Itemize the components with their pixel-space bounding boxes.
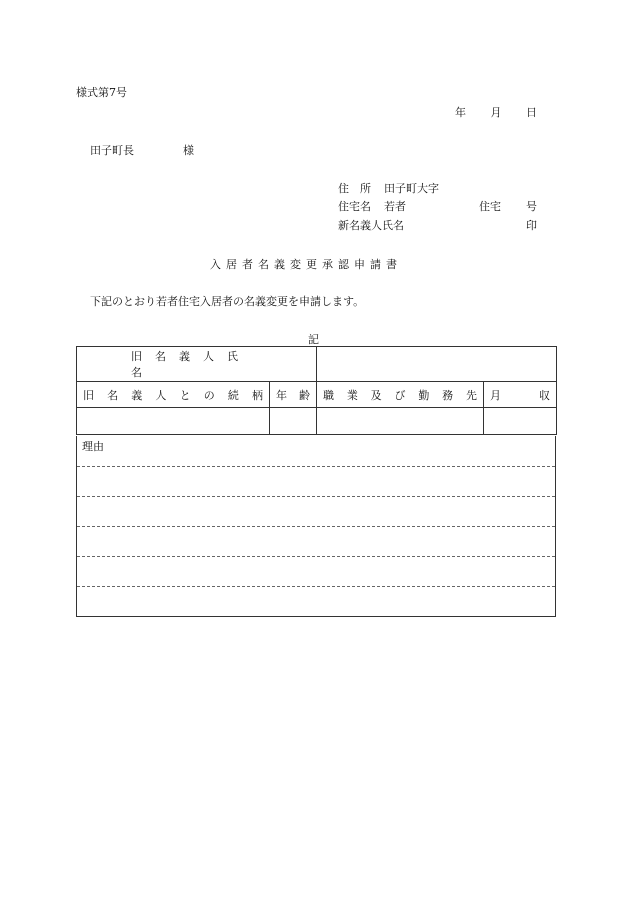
reason-line bbox=[77, 496, 555, 497]
housing-value: 若者 bbox=[384, 200, 406, 213]
ki-heading: 記 bbox=[308, 333, 319, 346]
housing-number-suffix: 号 bbox=[526, 200, 537, 213]
new-name-label: 新名義人氏名 bbox=[338, 219, 404, 232]
former-name-row bbox=[77, 347, 557, 382]
addressee-name: 田子町長 bbox=[90, 144, 134, 157]
relation-value[interactable] bbox=[77, 408, 270, 435]
relation-label: 旧 名 義 人 と の 続 柄 bbox=[83, 388, 263, 402]
relation-header bbox=[77, 382, 270, 408]
income-value[interactable] bbox=[484, 408, 557, 435]
reason-label: 理由 bbox=[82, 440, 104, 453]
seal-mark: 印 bbox=[526, 219, 537, 232]
document-title: 入居者名義変更承認申請書 bbox=[210, 258, 402, 271]
former-name-label: 旧名義人氏名 bbox=[131, 350, 251, 379]
reason-line bbox=[77, 586, 555, 587]
income-header bbox=[484, 382, 557, 408]
job-label: 職 業 及 び 勤 務 先 bbox=[323, 388, 477, 402]
header-row bbox=[77, 382, 557, 408]
age-value[interactable] bbox=[270, 408, 317, 435]
date-line bbox=[455, 104, 537, 120]
age-header bbox=[270, 382, 317, 408]
former-name-value[interactable] bbox=[317, 347, 557, 382]
housing-label: 住宅名 bbox=[338, 200, 371, 213]
address-value: 田子町大字 bbox=[384, 182, 439, 195]
former-name-label-cell bbox=[77, 347, 317, 382]
job-value[interactable] bbox=[317, 408, 484, 435]
reason-line bbox=[77, 556, 555, 557]
date-year: 年 bbox=[455, 106, 466, 119]
reason-line bbox=[77, 526, 555, 527]
intro-text: 下記のとおり若者住宅入居者の名義変更を申請します。 bbox=[90, 295, 365, 308]
date-day: 日 bbox=[526, 106, 537, 119]
income-label: 月 収 bbox=[490, 388, 550, 402]
age-label: 年 齢 bbox=[276, 388, 310, 402]
housing-unit: 住宅 bbox=[479, 200, 501, 213]
details-table bbox=[76, 346, 557, 435]
date-month: 月 bbox=[490, 106, 502, 119]
reason-box[interactable] bbox=[76, 436, 556, 617]
address-label: 住 所 bbox=[338, 182, 371, 195]
entry-row bbox=[77, 408, 557, 435]
addressee-honorific: 様 bbox=[183, 144, 194, 157]
form-number: 様式第7号 bbox=[76, 86, 127, 99]
reason-line bbox=[77, 466, 555, 467]
job-header bbox=[317, 382, 484, 408]
